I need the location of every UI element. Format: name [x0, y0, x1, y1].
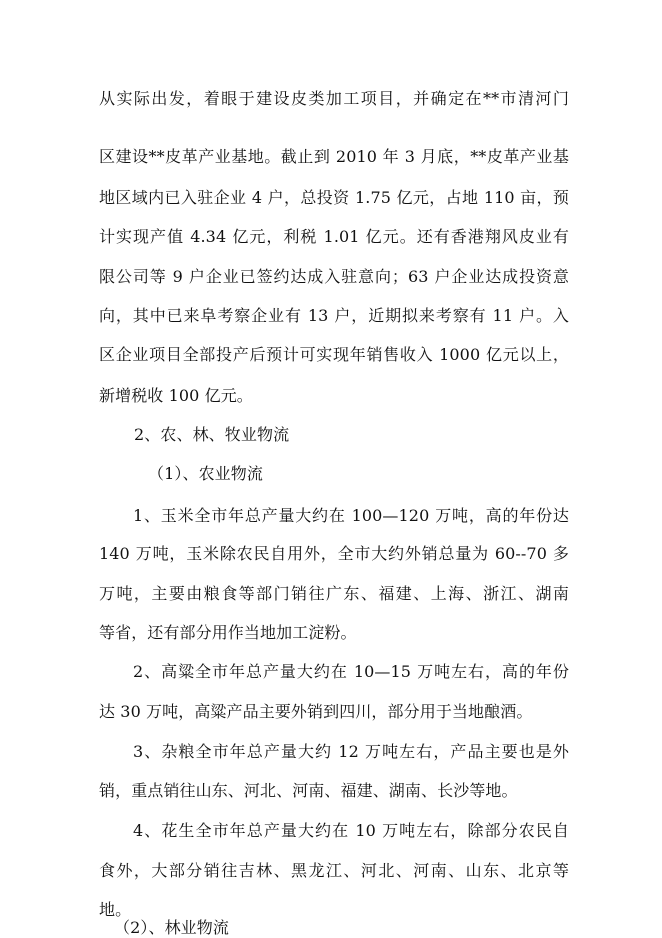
text-line: 1、玉米全市年总产量大约在 100—120 万吨，高的年份达 [133, 506, 569, 525]
text-line: 140 万吨，玉米除农民自用外，全市大约外销总量为 60--70 多 [99, 544, 569, 563]
text-line: 达 30 万吨，高粱产品主要外销到四川，部分用于当地酿酒。 [99, 702, 533, 721]
subsection-heading: （1）、农业物流 [148, 464, 263, 483]
text-line: 地区域内已入驻企业 4 户，总投资 1.75 亿元，占地 110 亩，预 [99, 188, 569, 207]
text-line: 限公司等 9 户企业已签约达成入驻意向；63 户企业达成投资意 [99, 267, 569, 286]
text-line: 新增税收 100 亿元。 [99, 386, 253, 405]
text-line: 3、杂粮全市年总产量大约 12 万吨左右，产品主要也是外 [133, 742, 569, 761]
text-line: 万吨，主要由粮食等部门销往广东、福建、上海、浙江、湖南 [99, 584, 569, 603]
text-line: 计实现产值 4.34 亿元，利税 1.01 亿元。还有香港翔风皮业有 [99, 227, 569, 246]
text-line: 食外，大部分销往吉林、黑龙江、河北、河南、山东、北京等 [99, 861, 569, 880]
text-line: 2、高粱全市年总产量大约在 10—15 万吨左右，高的年份 [133, 662, 569, 681]
text-line: 从实际出发，着眼于建设皮类加工项目，并确定在**市清河门 [99, 89, 569, 108]
subsection-heading: （2）、林业物流 [114, 918, 229, 937]
text-line: 4、花生全市年总产量大约在 10 万吨左右，除部分农民自 [133, 821, 569, 840]
text-line: 等省，还有部分用作当地加工淀粉。 [99, 623, 357, 642]
text-line: 销，重点销往山东、河北、河南、福建、湖南、长沙等地。 [99, 781, 518, 800]
text-line: 区企业项目全部投产后预计可实现年销售收入 1000 亿元以上， [99, 345, 569, 364]
text-line: 向，其中已来阜考察企业有 13 户，近期拟来考察有 11 户。入 [99, 306, 569, 325]
text-line: 地。 [99, 900, 132, 919]
section-heading: 2、农、林、牧业物流 [134, 425, 290, 444]
text-line: 区建设**皮革产业基地。截止到 2010 年 3 月底，**皮革产业基 [99, 147, 569, 166]
